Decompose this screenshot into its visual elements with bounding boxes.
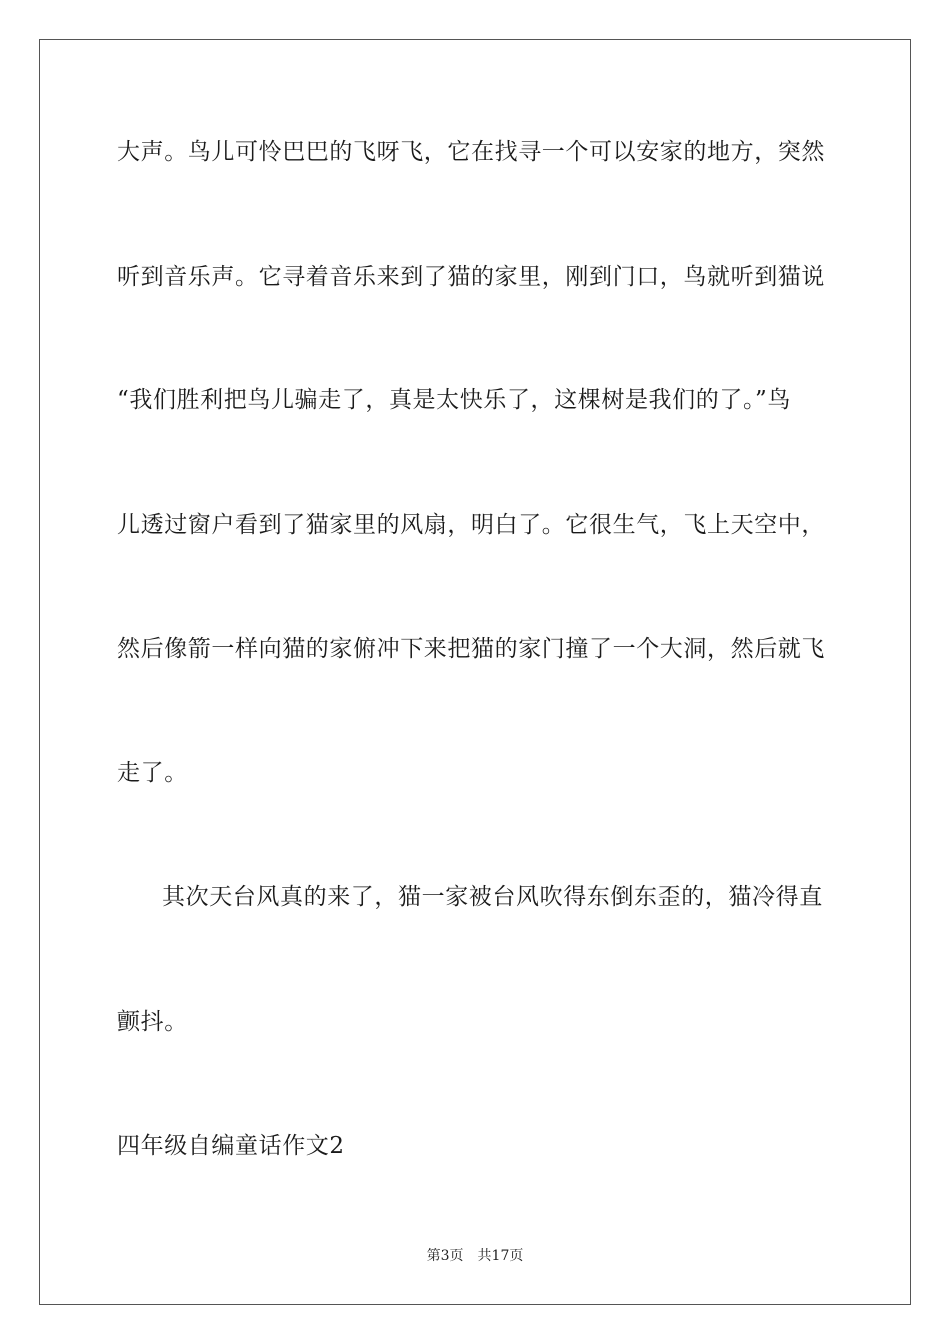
page-number-footer: 第3页 共17页: [426, 1248, 524, 1264]
page-border: [39, 39, 911, 1305]
paragraph-line: 颤抖。: [117, 1009, 188, 1035]
paragraph-line: 儿透过窗户看到了猫家里的风扇，明白了。它很生气，飞上天空中，: [117, 512, 825, 538]
paragraph-line: 走了。: [117, 760, 188, 786]
paragraph-line: 大声。鸟儿可怜巴巴的飞呀飞，它在找寻一个可以安家的地方，突然: [117, 139, 825, 165]
paragraph-line: 其次天台风真的来了，猫一家被台风吹得东倒东歪的，猫冷得直: [162, 884, 823, 910]
paragraph-line: 然后像箭一样向猫的家俯冲下来把猫的家门撞了一个大洞，然后就飞: [117, 636, 825, 662]
paragraph-line: “我们胜利把鸟儿骗走了，真是太快乐了，这棵树是我们的了。”鸟: [117, 387, 792, 413]
section-heading: 四年级自编童话作文2: [117, 1133, 345, 1159]
paragraph-line: 听到音乐声。它寻着音乐来到了猫的家里，刚到门口，鸟就听到猫说: [117, 264, 825, 290]
